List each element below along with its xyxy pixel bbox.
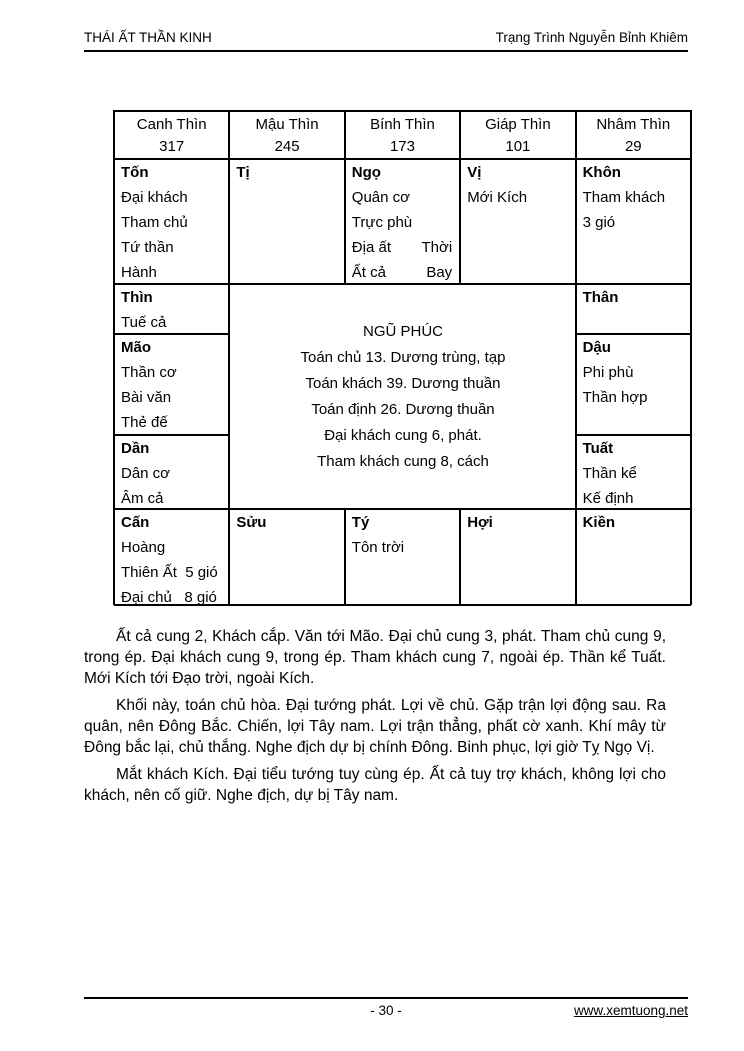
center-line: Toán khách 39. Dương thuần bbox=[305, 375, 501, 392]
footer-page-number: - 30 - bbox=[84, 1003, 688, 1018]
cell-line: Địa ất Thời bbox=[351, 239, 453, 256]
bottom-branch-cell-1 bbox=[229, 509, 344, 606]
center-line: Toán định 26. Dương thuần bbox=[311, 401, 495, 418]
cell-line: Đại chủ 8 gió bbox=[121, 589, 217, 606]
branch-label-right-0: Thân bbox=[582, 289, 619, 306]
cell-line: Mới Kích bbox=[467, 189, 528, 206]
branch-label-bottom-1: Sửu bbox=[236, 514, 267, 531]
branch-label-right-1: Dậu bbox=[582, 339, 611, 356]
cell-line: Thần kể bbox=[582, 465, 637, 482]
branch-label-bottom-3: Hợi bbox=[467, 514, 493, 531]
cell-line: Trực phù bbox=[351, 214, 413, 231]
year-value: 29 bbox=[624, 138, 642, 155]
cell-line: Dân cơ bbox=[121, 465, 171, 482]
cell-line: Thẻ đế bbox=[121, 414, 168, 431]
year-cell-0 bbox=[114, 111, 229, 159]
branch-label-top-4: Khôn bbox=[582, 164, 621, 181]
year-value: 173 bbox=[389, 138, 415, 155]
year-name: Nhâm Thìn bbox=[596, 116, 671, 133]
cell-line: Tham chủ bbox=[121, 214, 188, 231]
divination-chart-table bbox=[113, 110, 692, 605]
cell-line: Tôn trời bbox=[351, 539, 405, 556]
paragraph-1: Ất cả cung 2, Khách cắp. Văn tới Mão. Đại chủ cung 3, phát. Tham chủ cung 9, trong ép. Đại khách cung 9, trong ép. Tham khách cung 7, ngoài ép. Thần kể Tuất. Mới Kích tới Đạo trời, ngoài Kích. bbox=[84, 628, 666, 687]
branch-label-left-2: Dần bbox=[121, 440, 150, 457]
year-cell-2 bbox=[345, 111, 460, 159]
year-name: Canh Thìn bbox=[136, 116, 207, 133]
top-branch-cell-3 bbox=[460, 159, 575, 284]
branch-label-bottom-4: Kiền bbox=[582, 514, 616, 531]
branch-label-bottom-2: Tý bbox=[351, 514, 370, 531]
cell-line: Bài văn bbox=[121, 389, 172, 406]
right-branch-cell-2 bbox=[576, 435, 691, 509]
center-title: NGŨ PHÚC bbox=[362, 323, 443, 340]
left-branch-cell-0 bbox=[114, 284, 229, 334]
left-branch-cell-1 bbox=[114, 334, 229, 435]
branch-label-left-1: Mão bbox=[121, 339, 151, 356]
cell-line: Kế định bbox=[582, 490, 634, 507]
cell-line: Quân cơ bbox=[351, 189, 410, 206]
top-branch-cell-4 bbox=[576, 159, 691, 284]
cell-line: 3 gió bbox=[582, 214, 616, 231]
branch-label-top-1: Tị bbox=[236, 164, 250, 181]
top-branch-cell-0 bbox=[114, 159, 229, 284]
header-book-title: THÁI ẤT THẦN KINH bbox=[84, 30, 212, 45]
cell-line: Ất cả Bay bbox=[351, 264, 453, 281]
paragraph-2: Khối này, toán chủ hòa. Đại tướng phát. Lợi về chủ. Gặp trận lợi động sau. Ra quân, nên Đông Bắc. Chiến, lợi Tây nam. Lợi trận thẳng, phất cờ xanh. Khí mây từ Đông bắc lại, chủ thắng. Nghe địch dự bị chính Đông. Binh phục, lợi giờ Tỵ Ngọ Vị. bbox=[84, 697, 666, 756]
bottom-branch-cell-4 bbox=[576, 509, 691, 606]
right-branch-cell-0 bbox=[576, 284, 691, 334]
year-name: Bính Thìn bbox=[370, 116, 435, 133]
footer-website-link[interactable]: www.xemtuong.net bbox=[573, 1003, 688, 1018]
branch-label-top-2: Ngọ bbox=[351, 164, 381, 181]
top-branch-cell-1 bbox=[229, 159, 344, 284]
year-value: 317 bbox=[159, 138, 185, 155]
cell-line: Phi phù bbox=[582, 364, 634, 381]
paragraph-3: Mắt khách Kích. Đại tiểu tướng tuy cùng ép. Ất cả tuy trợ khách, không lợi cho khách, nên cố giữ. Nghe địch, dự bị Tây nam. bbox=[84, 766, 666, 804]
center-line: Tham khách cung 8, cách bbox=[317, 453, 489, 470]
top-branch-cell-2 bbox=[345, 159, 460, 284]
cell-line: Âm cả bbox=[121, 490, 164, 507]
cell-line: Tuế cả bbox=[121, 314, 167, 331]
bottom-branch-cell-2 bbox=[345, 509, 460, 606]
center-line: Đại khách cung 6, phát. bbox=[324, 427, 482, 444]
branch-label-top-3: Vị bbox=[467, 164, 482, 181]
cell-line: Thần cơ bbox=[121, 364, 177, 381]
cell-line: Tứ thần bbox=[121, 239, 174, 256]
year-value: 245 bbox=[274, 138, 300, 155]
bottom-branch-cell-0 bbox=[114, 509, 229, 606]
year-name: Giáp Thìn bbox=[485, 116, 551, 133]
cell-line: Hoàng bbox=[121, 539, 166, 556]
cell-line: Hành bbox=[121, 264, 157, 281]
header-author: Trạng Trình Nguyễn Bỉnh Khiêm bbox=[495, 30, 688, 45]
left-branch-cell-2 bbox=[114, 435, 229, 509]
branch-label-right-2: Tuất bbox=[582, 440, 614, 457]
cell-line: Đại khách bbox=[121, 189, 188, 206]
page-header bbox=[84, 30, 688, 52]
right-branch-cell-1 bbox=[576, 334, 691, 435]
year-name: Mậu Thìn bbox=[255, 116, 319, 133]
cell-line: Tham khách bbox=[582, 189, 666, 206]
year-cell-1 bbox=[229, 111, 344, 159]
cell-line: Thiên Ất 5 gió bbox=[121, 564, 218, 581]
page-footer bbox=[84, 997, 688, 1018]
year-cell-4 bbox=[576, 111, 691, 159]
branch-label-top-0: Tốn bbox=[121, 164, 149, 181]
branch-label-bottom-0: Cấn bbox=[121, 514, 150, 531]
branch-label-left-0: Thìn bbox=[121, 289, 153, 306]
center-line: Toán chủ 13. Dương trùng, tạp bbox=[300, 349, 506, 366]
body-paragraphs bbox=[84, 626, 666, 812]
center-summary-cell bbox=[229, 284, 575, 509]
year-cell-3 bbox=[460, 111, 575, 159]
cell-line: Thần hợp bbox=[582, 389, 648, 406]
bottom-branch-cell-3 bbox=[460, 509, 575, 606]
year-value: 101 bbox=[505, 138, 531, 155]
